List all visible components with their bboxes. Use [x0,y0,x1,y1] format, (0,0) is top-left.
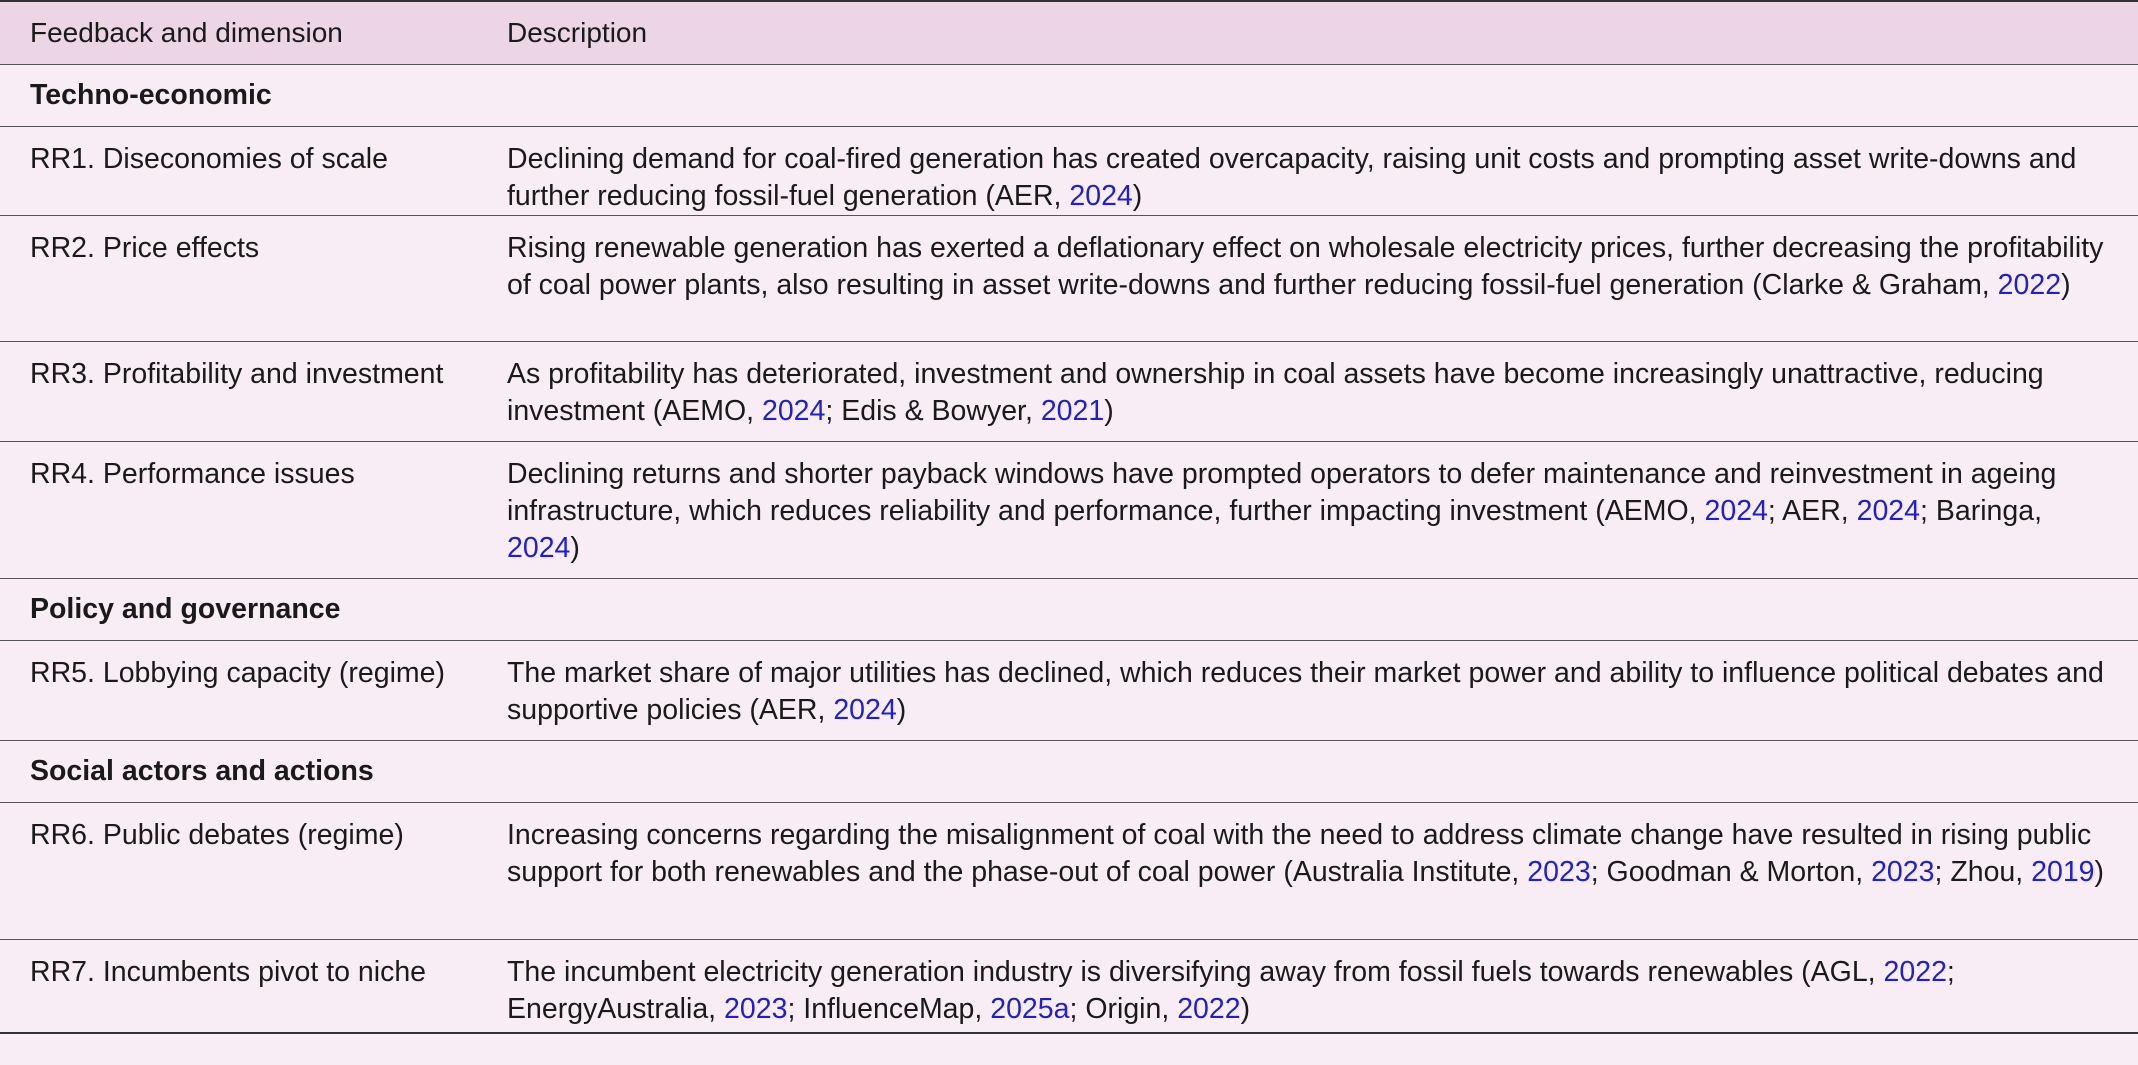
row-description: The incumbent electricity generation industry is diversifying away from fossil fuels towards renewables (AGL, 2022; EnergyAustralia, 2023; InfluenceMap, 2025a; Origin, 2022) [507,956,1955,1025]
row-label: RR3. Profitability and investment [30,358,444,390]
row-label: RR6. Public debates (regime) [30,819,404,851]
table-row-rr6 [0,803,2138,940]
citation-link[interactable]: 2025a [990,993,1070,1025]
citation-link[interactable]: 2024 [507,532,571,564]
row-label: RR4. Performance issues [30,458,355,490]
table-row-rr3 [0,342,2138,442]
citation-link[interactable]: 2024 [1856,495,1921,527]
section-title: Techno-economic [30,79,272,111]
citation-link[interactable]: 2022 [1177,993,1241,1025]
citation-link[interactable]: 2022 [1997,269,2062,301]
citation-link[interactable]: 2019 [2031,856,2095,888]
citation-link[interactable]: 2023 [724,993,788,1025]
row-label: RR1. Diseconomies of scale [30,143,388,175]
table-row-rr7 [0,940,2138,1032]
section-row-techno-economic [0,65,2138,127]
citation-link[interactable]: 2024 [833,694,897,726]
citation-link[interactable]: 2024 [1069,180,1133,212]
table-row-rr2 [0,216,2138,342]
citation-link[interactable]: 2023 [1527,856,1591,888]
table-row-rr4 [0,442,2138,579]
row-description: Declining returns and shorter payback windows have prompted operators to defer maintenance and reinvestment in ageing infrastructure, which reduces reliability and performance, further impacting investment (AEMO, 2024; AER, 2024; Baringa, 2024) [507,458,2057,564]
row-label: RR7. Incumbents pivot to niche [30,956,427,988]
row-description: Declining demand for coal-fired generation has created overcapacity, raising unit costs and prompting asset write-downs and further reducing fossil-fuel generation (AER, 2024) [507,143,2077,212]
section-title: Policy and governance [30,593,341,625]
row-description: Rising renewable generation has exerted a deflationary effect on wholesale electricity prices, further decreasing the profitability of coal power plants, also resulting in asset write-downs and further reducing fossil-fuel generation (Clarke & Graham, 2022) [507,232,2104,301]
citation-link[interactable]: 2021 [1040,395,1105,427]
table-header [0,2,2138,65]
section-row-policy-governance [0,579,2138,641]
row-description: The market share of major utilities has declined, which reduces their market power and ability to influence political debates and supportive policies (AER, 2024) [507,657,2104,726]
citation-link[interactable]: 2022 [1883,956,1947,988]
table-row-rr1 [0,127,2138,216]
header-description: Description [507,17,648,48]
table-row-rr5 [0,641,2138,741]
row-label: RR5. Lobbying capacity (regime) [30,657,446,689]
section-row-social-actors [0,741,2138,803]
row-description: As profitability has deteriorated, investment and ownership in coal assets have become increasingly unattractive, reducing investment (AEMO, 2024; Edis & Bowyer, 2021) [507,358,2044,427]
citation-link[interactable]: 2023 [1871,856,1935,888]
section-title: Social actors and actions [30,755,374,787]
citation-link[interactable]: 2024 [761,395,826,427]
row-label: RR2. Price effects [30,232,260,264]
row-description: Increasing concerns regarding the misalignment of coal with the need to address climate change have resulted in rising public support for both renewables and the phase-out of coal power (Australia Institute, 2023; Goodman & Morton, 2023; Zhou, 2019) [507,819,2105,888]
header-feedback-dimension: Feedback and dimension [30,17,343,48]
citation-link[interactable]: 2024 [1704,495,1768,527]
